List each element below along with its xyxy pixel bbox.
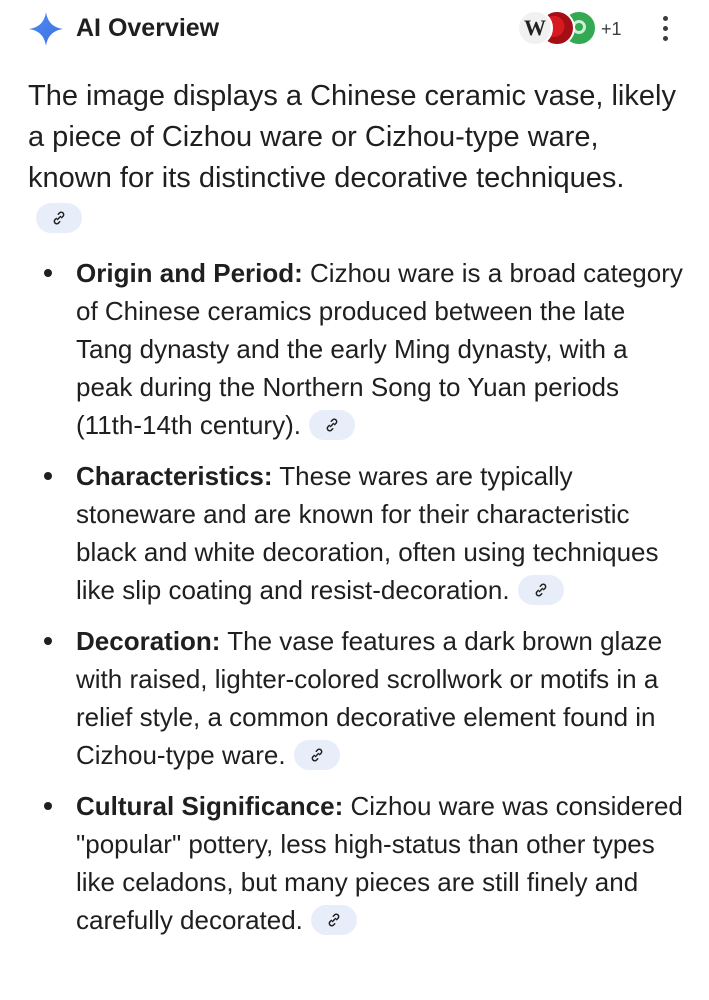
- more-vert-icon[interactable]: [652, 12, 680, 46]
- gemini-spark-icon: [28, 11, 64, 47]
- overview-bullet-list: [0, 254, 709, 939]
- source-link-chip[interactable]: [309, 410, 355, 440]
- bullet-dot: [44, 472, 52, 480]
- ai-overview-title: AI Overview: [76, 14, 220, 42]
- sources-count: +1: [601, 19, 622, 39]
- bullet-heading: Characteristics:: [76, 461, 273, 491]
- link-icon: [325, 911, 343, 929]
- list-item: [0, 457, 709, 609]
- list-item: [0, 787, 709, 939]
- sources-button[interactable]: [517, 10, 622, 48]
- bullet-heading: Decoration:: [76, 626, 221, 656]
- bullet-heading: Cultural Significance:: [76, 791, 344, 821]
- list-item: [0, 254, 709, 444]
- bullet-dot: [44, 637, 52, 645]
- summary-text: The image displays a Chinese ceramic vase, likely a piece of Cizhou ware or Cizhou-type ware, known for its distinctive decorative techniques.: [28, 80, 676, 194]
- bullet-text: Cizhou ware was considered "popular" pottery, less high-status than other types like celadons, but many pieces are still finely and carefully decorated.: [76, 791, 683, 935]
- bullet-text: These wares are typically stoneware and are known for their characteristic black and white decoration, often using techniques like slip coating and resist-decoration.: [76, 461, 659, 605]
- source-link-chip[interactable]: [294, 740, 340, 770]
- ai-overview-header: [0, 0, 709, 58]
- source-link-chip[interactable]: [36, 203, 82, 233]
- link-icon: [50, 209, 68, 227]
- link-icon: [323, 416, 341, 434]
- list-item: [0, 622, 709, 774]
- wikipedia-logo: W: [517, 10, 553, 46]
- overview-summary: [28, 76, 678, 240]
- source-link-chip[interactable]: [518, 575, 564, 605]
- bullet-heading: Origin and Period:: [76, 258, 303, 288]
- bullet-text: Cizhou ware is a broad category of Chinese ceramics produced between the late Tang dynasty and the early Ming dynasty, with a peak during the Northern Song to Yuan periods (11th-14th century).: [76, 258, 683, 440]
- bullet-dot: [44, 802, 52, 810]
- link-icon: [308, 746, 326, 764]
- bullet-text: The vase features a dark brown glaze with raised, lighter-colored scrollwork or motifs in a relief style, a common decorative element found in Cizhou-type ware.: [76, 626, 663, 770]
- bullet-dot: [44, 269, 52, 277]
- source-link-chip[interactable]: [311, 905, 357, 935]
- link-icon: [532, 581, 550, 599]
